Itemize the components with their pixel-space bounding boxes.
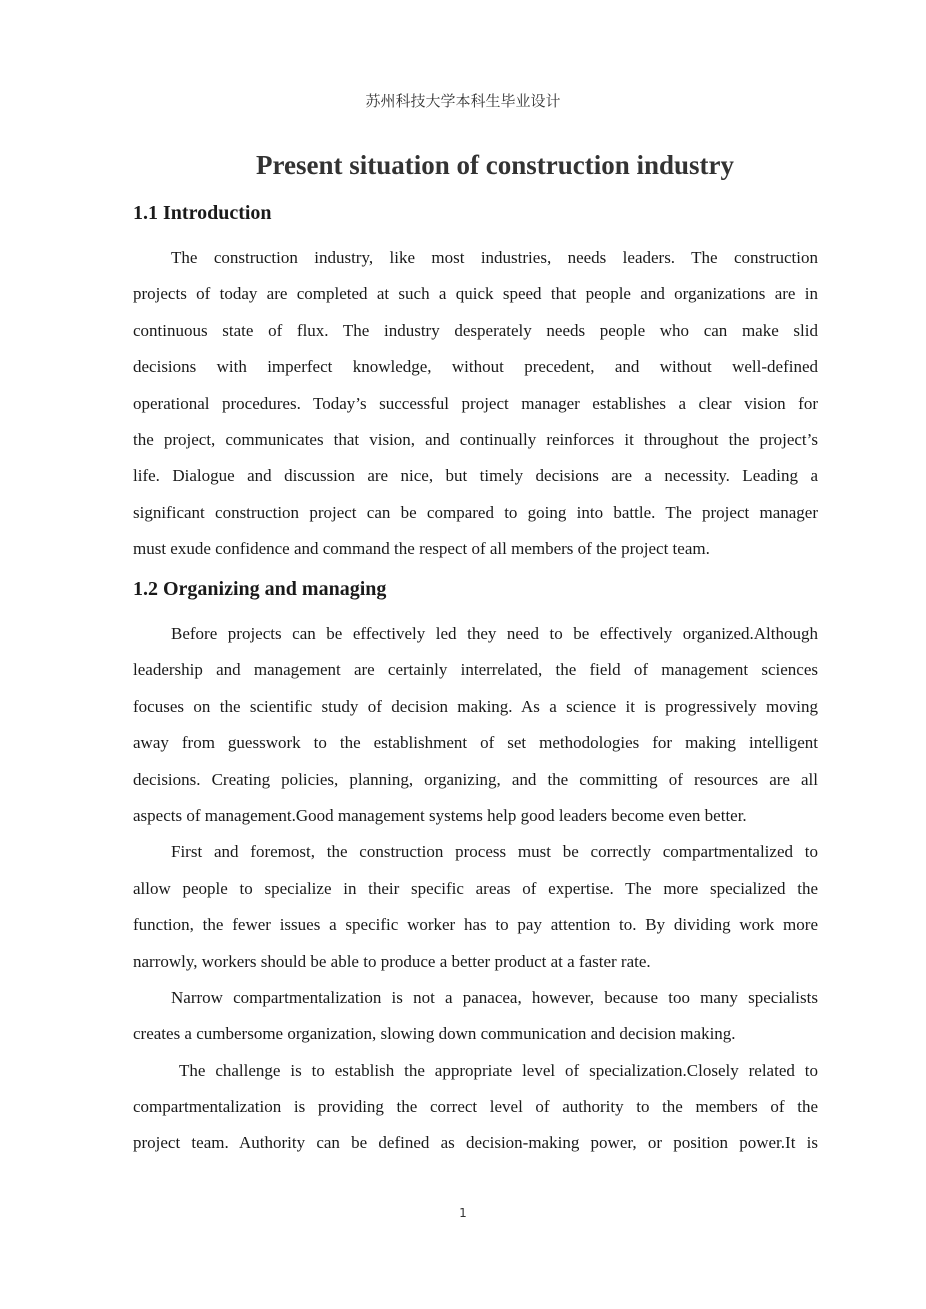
text-line: the project, communicates that vision, and continually reinforces it throughout the project’s: [133, 429, 818, 449]
text-line: life. Dialogue and discussion are nice, but timely decisions are a necessity. Leading a: [133, 466, 818, 486]
paragraph: [133, 240, 818, 568]
paragraph: [133, 834, 818, 980]
page-number: 1: [459, 1206, 467, 1220]
text-line: narrowly, workers should be able to produce a better product at a faster rate.: [133, 951, 651, 971]
text-line: must exude confidence and command the respect of all members of the project team.: [133, 539, 710, 559]
text-line: First and foremost, the construction process must be correctly compartmentalized to: [171, 842, 818, 862]
section-body-introduction: [133, 240, 818, 568]
text-line: operational procedures. Today’s successful project manager establishes a clear vision for: [133, 393, 818, 413]
text-line: aspects of management.Good management systems help good leaders become even better.: [133, 805, 747, 825]
text-line: The construction industry, like most industries, needs leaders. The construction: [171, 248, 818, 267]
section-heading-organizing: 1.2 Organizing and managing: [133, 578, 387, 600]
document-title: Present situation of construction industry: [256, 150, 735, 180]
text-line: leadership and management are certainly interrelated, the field of management sciences: [133, 660, 818, 680]
text-line: decisions with imperfect knowledge, without precedent, and without well-defined: [133, 357, 818, 377]
paragraph: [133, 980, 818, 1053]
text-line: creates a cumbersome organization, slowing down communication and decision making.: [133, 1024, 736, 1044]
text-line: The challenge is to establish the appropriate level of specialization.Closely related to: [179, 1060, 818, 1080]
text-line: Narrow compartmentalization is not a panacea, however, because too many specialists: [171, 987, 818, 1007]
text-line: away from guesswork to the establishment of set methodologies for making intelligent: [133, 733, 818, 753]
section-heading-introduction: 1.1 Introduction: [133, 202, 272, 224]
text-line: significant construction project can be compared to going into battle. The project manager: [133, 502, 818, 522]
text-line: allow people to specialize in their specific areas of expertise. The more specialized the: [133, 878, 818, 898]
text-line: continuous state of flux. The industry desperately needs people who can make slid: [133, 320, 818, 340]
text-line: focuses on the scientific study of decision making. As a science it is progressively moving: [133, 696, 818, 716]
text-line: project team. Authority can be defined as decision-making power, or position power.It is: [133, 1133, 818, 1153]
text-line: projects of today are completed at such a quick speed that people and organizations are in: [133, 284, 818, 304]
paragraph: [133, 1053, 818, 1162]
paragraph: [133, 616, 818, 834]
running-header: 苏州科技大学本科生毕业设计: [365, 92, 561, 110]
text-line: Before projects can be effectively led they need to be effectively organized.Although: [171, 624, 818, 643]
text-line: compartmentalization is providing the correct level of authority to the members of the: [133, 1097, 818, 1117]
text-line: decisions. Creating policies, planning, organizing, and the committing of resources are all: [133, 769, 818, 789]
text-line: function, the fewer issues a specific worker has to pay attention to. By dividing work more: [133, 915, 818, 935]
section-body-organizing: [133, 616, 818, 1162]
